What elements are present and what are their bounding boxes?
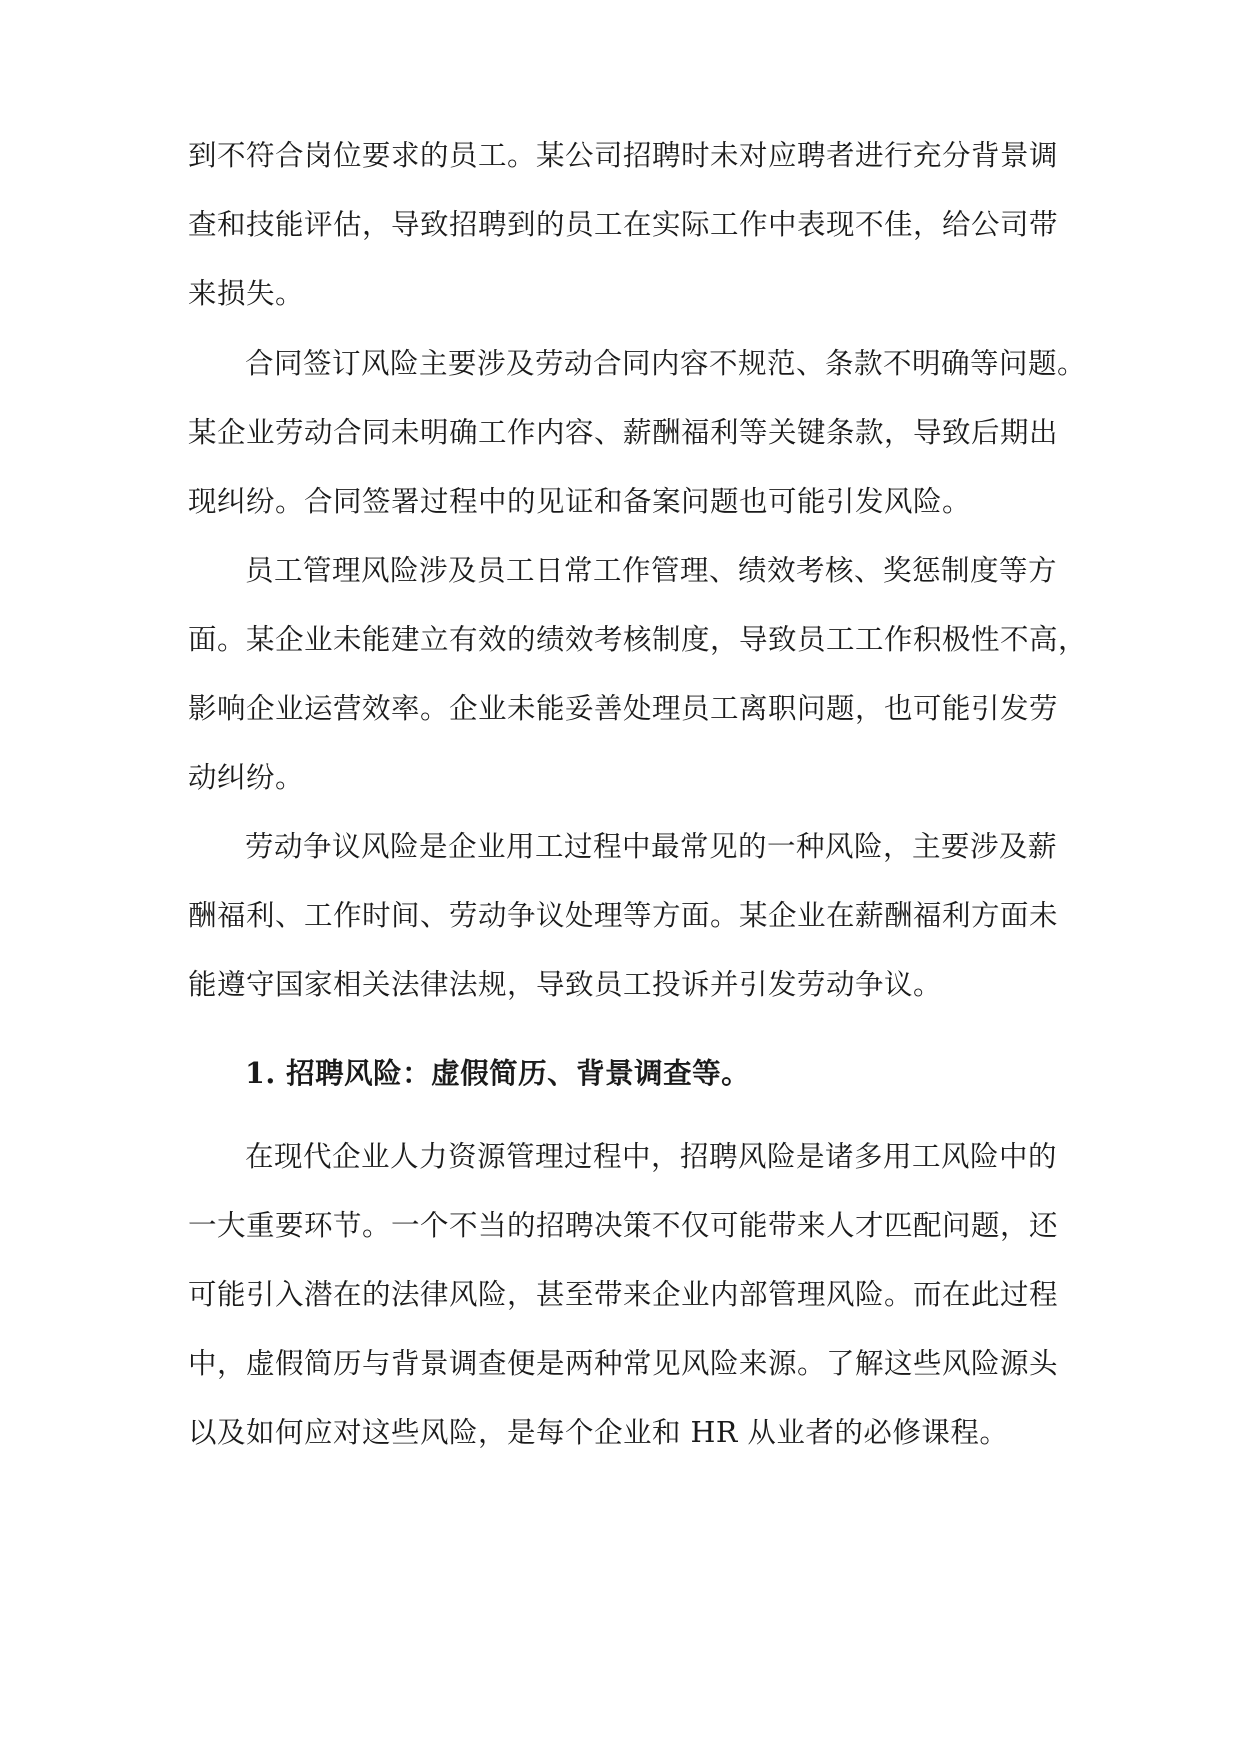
- text-line: 影响企业运营效率。企业未能妥善处理员工离职问题，也可能引发劳: [188, 692, 1059, 725]
- text-line: 中，虚假简历与背景调查便是两种常见风险来源。了解这些风险源头: [188, 1347, 1059, 1380]
- paragraph-first-line: 在现代企业人力资源管理过程中，招聘风险是诸多用工风险中的: [245, 1140, 1058, 1173]
- text-line: 以及如何应对这些风险，是每个企业和 HR 从业者的必修课程。: [188, 1416, 1009, 1449]
- text-line: 来损失。: [188, 277, 305, 310]
- text-line: 某企业劳动合同未明确工作内容、薪酬福利等关键条款，导致后期出: [188, 416, 1059, 449]
- text-line: 面。某企业未能建立有效的绩效考核制度，导致员工工作积极性不高，: [188, 623, 1088, 656]
- section-heading: 1. 招聘风险：虚假简历、背景调查等。: [245, 1056, 751, 1090]
- text-line: 到不符合岗位要求的员工。某公司招聘时未对应聘者进行充分背景调: [188, 139, 1059, 172]
- paragraph-first-line: 合同签订风险主要涉及劳动合同内容不规范、条款不明确等问题。: [245, 347, 1087, 380]
- text-line: 一大重要环节。一个不当的招聘决策不仅可能带来人才匹配问题，还: [188, 1209, 1059, 1242]
- text-line: 现纠纷。合同签署过程中的见证和备案问题也可能引发风险。: [188, 485, 972, 518]
- text-line: 能遵守国家相关法律法规，导致员工投诉并引发劳动争议。: [188, 968, 943, 1001]
- paragraph-first-line: 员工管理风险涉及员工日常工作管理、绩效考核、奖惩制度等方: [245, 554, 1058, 587]
- text-line: 动纠纷。: [188, 761, 305, 794]
- text-line: 查和技能评估，导致招聘到的员工在实际工作中表现不佳，给公司带: [188, 208, 1059, 241]
- text-line: 可能引入潜在的法律风险，甚至带来企业内部管理风险。而在此过程: [188, 1278, 1059, 1311]
- paragraph-first-line: 劳动争议风险是企业用工过程中最常见的一种风险，主要涉及薪: [245, 830, 1058, 863]
- text-line: 酬福利、工作时间、劳动争议处理等方面。某企业在薪酬福利方面未: [188, 899, 1059, 932]
